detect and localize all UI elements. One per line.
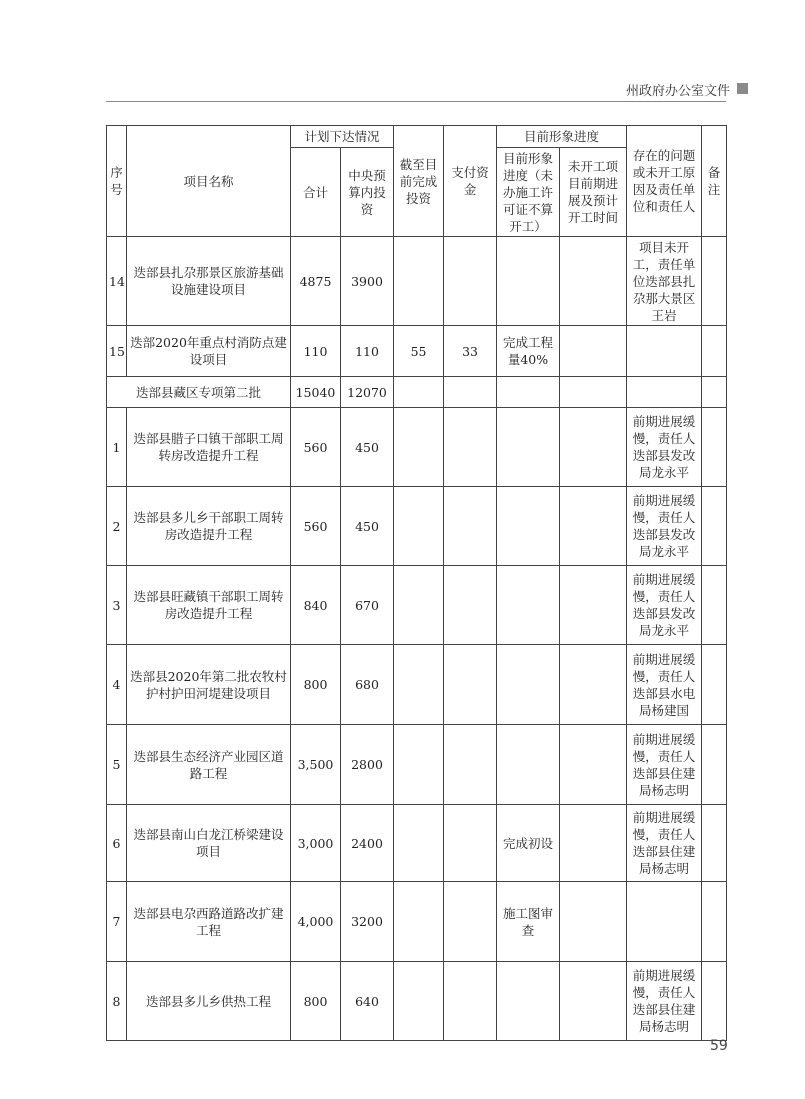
cell-remarks: [702, 962, 727, 1041]
cell-central: 640: [341, 962, 394, 1041]
cell-not-started: [560, 377, 627, 408]
cell-completed: [394, 408, 444, 487]
header-seq: 序号: [107, 126, 127, 237]
cell-total: 110: [291, 326, 341, 377]
header-total: 合计: [291, 148, 341, 237]
cell-not-started: [560, 326, 627, 377]
cell-central: 110: [341, 326, 394, 377]
header-progress-group: 目前形象进度: [497, 126, 627, 148]
table-row: [107, 566, 727, 645]
cell-not-started: [560, 882, 627, 962]
cell-total: 840: [291, 566, 341, 645]
cell-remarks: [702, 566, 727, 645]
table-row: [107, 408, 727, 487]
cell-issues: 前期进展缓慢，责任人迭部县发改局龙永平: [627, 487, 702, 566]
cell-completed: [394, 237, 444, 326]
cell-issues: 前期进展缓慢，责任人迭部县住建局杨志明: [627, 962, 702, 1041]
cell-paid: 33: [444, 326, 497, 377]
cell-paid: [444, 408, 497, 487]
cell-not-started: [560, 962, 627, 1041]
cell-seq: 5: [107, 725, 127, 805]
cell-total: 560: [291, 487, 341, 566]
cell-name: 迭部县旺藏镇干部职工周转房改造提升工程: [127, 566, 291, 645]
header-rule: [106, 101, 726, 102]
table-row: [107, 962, 727, 1041]
cell-not-started: [560, 487, 627, 566]
cell-completed: [394, 882, 444, 962]
cell-central: 670: [341, 566, 394, 645]
cell-seq: 3: [107, 566, 127, 645]
cell-completed: 55: [394, 326, 444, 377]
table-row: [107, 237, 727, 326]
cell-not-started: [560, 645, 627, 725]
header-square-mark: [737, 83, 748, 94]
table-row: [107, 645, 727, 725]
cell-seq: 8: [107, 962, 127, 1041]
table-row: [107, 805, 727, 882]
cell-not-started: [560, 237, 627, 326]
cell-issues: 前期进展缓慢，责任人迭部县发改局龙永平: [627, 408, 702, 487]
cell-remarks: [702, 882, 727, 962]
cell-paid: [444, 237, 497, 326]
cell-total: 3,000: [291, 805, 341, 882]
cell-progress: [497, 237, 560, 326]
cell-central: 3900: [341, 237, 394, 326]
cell-seq: 1: [107, 408, 127, 487]
cell-name: 迭部县电尕西路道路改扩建工程: [127, 882, 291, 962]
cell-progress: [497, 377, 560, 408]
header-name: 项目名称: [127, 126, 291, 237]
table-row: [107, 487, 727, 566]
cell-total: 560: [291, 408, 341, 487]
cell-total: 800: [291, 962, 341, 1041]
cell-progress: 施工图审查: [497, 882, 560, 962]
cell-issues: 前期进展缓慢，责任人迭部县发改局龙永平: [627, 566, 702, 645]
header-progress: 目前形象进度（未办施工许可证不算开工）: [497, 148, 560, 237]
cell-name: 迭部2020年重点村消防点建设项目: [127, 326, 291, 377]
header-completed: 截至目前完成投资: [394, 126, 444, 237]
table-row: [107, 725, 727, 805]
cell-progress: [497, 566, 560, 645]
cell-total: 4,000: [291, 882, 341, 962]
cell-progress: [497, 725, 560, 805]
cell-remarks: [702, 725, 727, 805]
cell-name: 迭部县扎尕那景区旅游基础设施建设项目: [127, 237, 291, 326]
header-central: 中央预算内投资: [341, 148, 394, 237]
header-remarks: 备注: [702, 126, 727, 237]
cell-paid: [444, 645, 497, 725]
cell-issues: [627, 882, 702, 962]
cell-issues: 前期进展缓慢，责任人迭部县住建局杨志明: [627, 805, 702, 882]
cell-name: 迭部县2020年第二批农牧村护村护田河堤建设项目: [127, 645, 291, 725]
cell-group-name: 迭部县藏区专项第二批: [107, 377, 291, 408]
cell-paid: [444, 566, 497, 645]
cell-completed: [394, 645, 444, 725]
cell-not-started: [560, 725, 627, 805]
header-not-started: 未开工项目前期进展及预计开工时间: [560, 148, 627, 237]
document-header: 州政府办公室文件: [626, 84, 731, 99]
cell-name: 迭部县南山白龙江桥梁建设项目: [127, 805, 291, 882]
header-issues: 存在的问题或未开工原因及责任单位和责任人: [627, 126, 702, 237]
cell-progress: [497, 962, 560, 1041]
cell-progress: [497, 487, 560, 566]
cell-progress: 完成初设: [497, 805, 560, 882]
cell-total: 800: [291, 645, 341, 725]
header-paid: 支付资金: [444, 126, 497, 237]
cell-central: 450: [341, 487, 394, 566]
table-row: [107, 326, 727, 377]
cell-progress: [497, 645, 560, 725]
cell-completed: [394, 805, 444, 882]
cell-issues: 前期进展缓慢，责任人迭部县住建局杨志明: [627, 725, 702, 805]
cell-remarks: [702, 408, 727, 487]
cell-paid: [444, 377, 497, 408]
cell-completed: [394, 377, 444, 408]
cell-paid: [444, 962, 497, 1041]
table-header: [107, 126, 727, 237]
cell-issues: [627, 377, 702, 408]
cell-remarks: [702, 487, 727, 566]
cell-paid: [444, 487, 497, 566]
cell-paid: [444, 805, 497, 882]
cell-seq: 7: [107, 882, 127, 962]
cell-remarks: [702, 377, 727, 408]
cell-name: 迭部县生态经济产业园区道路工程: [127, 725, 291, 805]
cell-remarks: [702, 805, 727, 882]
cell-central: 12070: [341, 377, 394, 408]
cell-completed: [394, 725, 444, 805]
cell-remarks: [702, 237, 727, 326]
cell-progress: 完成工程量40%: [497, 326, 560, 377]
cell-central: 680: [341, 645, 394, 725]
cell-total: 4875: [291, 237, 341, 326]
project-table: [106, 125, 727, 1041]
table-body: [107, 237, 727, 1041]
cell-central: 450: [341, 408, 394, 487]
cell-seq: 15: [107, 326, 127, 377]
cell-name: 迭部县多儿乡干部职工周转房改造提升工程: [127, 487, 291, 566]
cell-central: 3200: [341, 882, 394, 962]
table-row: [107, 882, 727, 962]
cell-not-started: [560, 805, 627, 882]
cell-not-started: [560, 566, 627, 645]
header-plan-group: 计划下达情况: [291, 126, 394, 148]
cell-completed: [394, 962, 444, 1041]
cell-name: 迭部县多儿乡供热工程: [127, 962, 291, 1041]
cell-issues: 项目未开工，责任单位迭部县扎尕那大景区王岩: [627, 237, 702, 326]
cell-seq: 4: [107, 645, 127, 725]
cell-issues: [627, 326, 702, 377]
table-row: [107, 377, 727, 408]
cell-completed: [394, 487, 444, 566]
cell-seq: 6: [107, 805, 127, 882]
cell-issues: 前期进展缓慢，责任人迭部县水电局杨建国: [627, 645, 702, 725]
cell-total: 3,500: [291, 725, 341, 805]
cell-name: 迭部县腊子口镇干部职工周转房改造提升工程: [127, 408, 291, 487]
page-number: 59: [710, 1038, 728, 1054]
cell-paid: [444, 882, 497, 962]
cell-paid: [444, 725, 497, 805]
cell-central: 2400: [341, 805, 394, 882]
cell-progress: [497, 408, 560, 487]
cell-completed: [394, 566, 444, 645]
cell-remarks: [702, 326, 727, 377]
cell-central: 2800: [341, 725, 394, 805]
cell-not-started: [560, 408, 627, 487]
cell-total: 15040: [291, 377, 341, 408]
cell-remarks: [702, 645, 727, 725]
cell-seq: 14: [107, 237, 127, 326]
cell-seq: 2: [107, 487, 127, 566]
